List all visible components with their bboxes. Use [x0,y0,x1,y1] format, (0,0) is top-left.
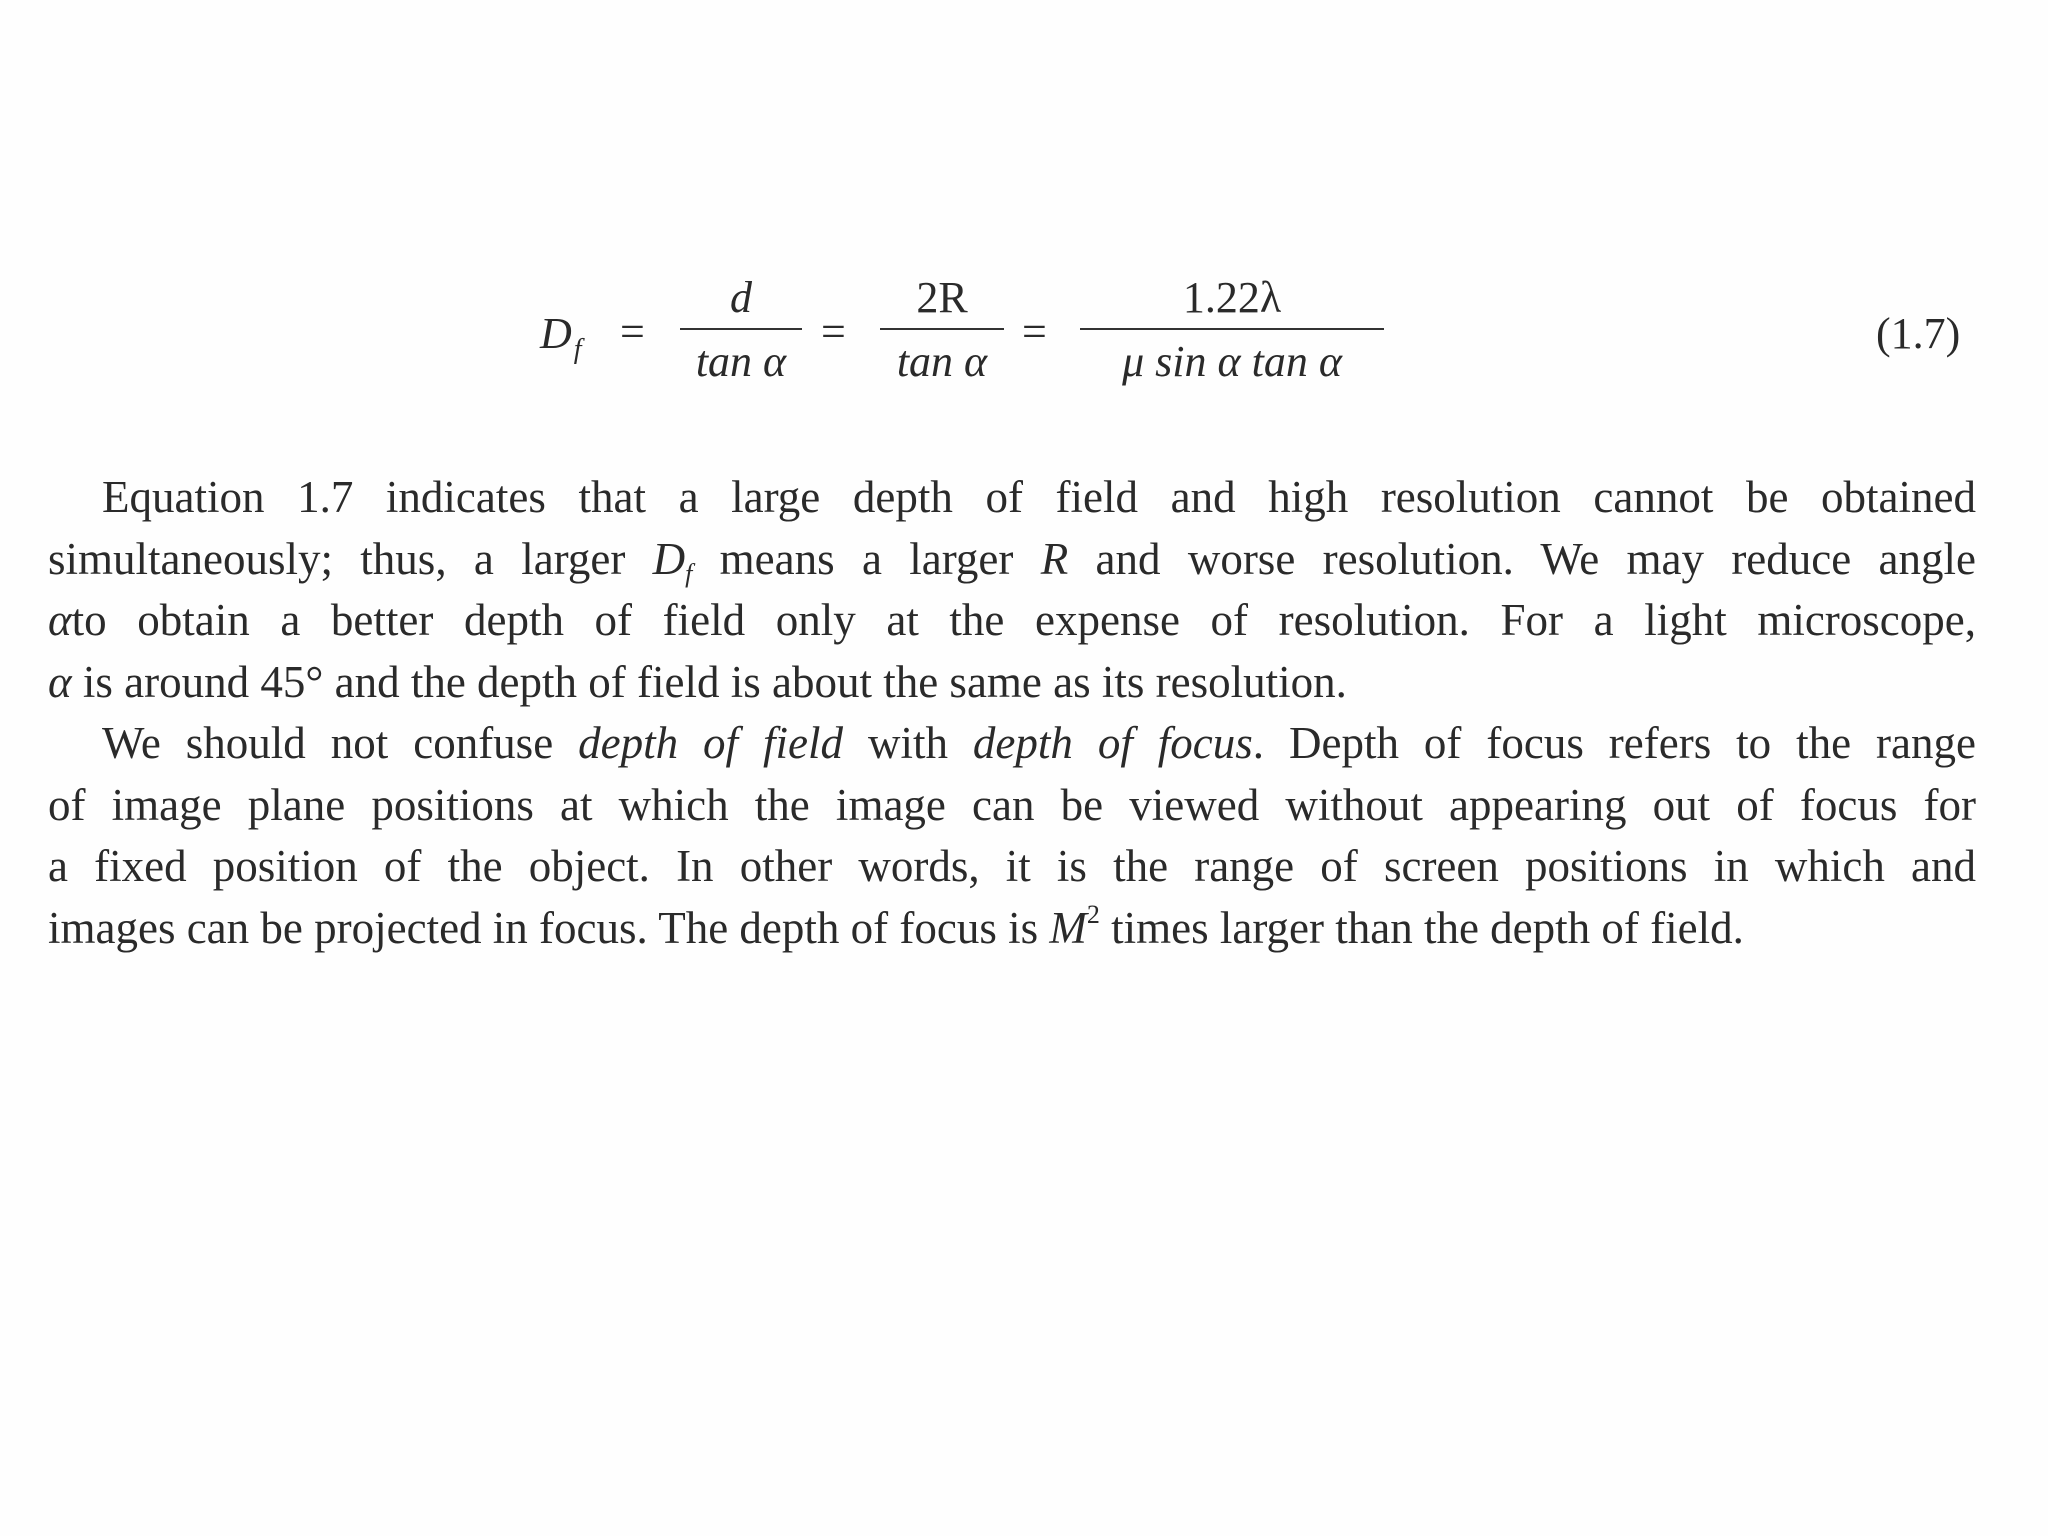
fraction-3-bar [1080,328,1384,330]
fraction-3-denominator: μ sin α tan α [1122,337,1342,386]
paragraph-2-line-3: a fixed position of the object. In other words, it is the range of screen positions in which and [48,841,1976,891]
fraction-3-numerator: 1.22λ [1182,273,1282,322]
lhs-subscript: f [573,334,582,365]
equals-sign: = [1022,307,1047,356]
fraction-1-denominator: tan α [695,337,787,386]
paragraph-2-line-2: of image plane positions at which the image can be viewed without appearing out of focus for [48,779,1976,830]
paragraph-1-line-4: α is around 45° and the depth of field is about the same as its resolution. [48,656,1347,707]
fraction-1 [680,272,802,388]
fraction-2-denominator: tan α [896,337,988,386]
paragraph-1-line-2: simultaneously; thus, a larger $D_f$ means a larger R and worse resolution. We may reduce angle [48,533,1976,588]
paragraph-2-line-4: images can be projected in focus. The depth of focus is $M^2$ times larger than the depth of field. [48,899,1744,953]
equation-number: (1.7) [1876,309,1961,358]
fraction-2-numerator: 2R [916,273,968,322]
fraction-2-bar [880,328,1004,330]
paragraph-1-line-1: Equation 1.7 indicates that a large depth of field and high resolution cannot be obtained [102,472,1976,522]
fraction-1-numerator: d [730,273,752,322]
paragraph-1-line-3: αto obtain a better depth of field only at the expense of resolution. For a light microscope, [48,595,1976,645]
fraction-3 [1080,272,1384,388]
equals-sign: = [821,307,846,356]
equation-1-7 [540,272,1990,412]
equation-lhs [540,308,582,366]
equals-sign: = [620,307,645,356]
paragraph-2-line-1: We should not confuse depth of field with depth of focus. Depth of focus refers to the range [102,718,1976,768]
fraction-1-bar [680,328,802,330]
body-text [48,467,1976,959]
lhs-variable: D [540,309,572,358]
fraction-2 [880,272,1004,388]
